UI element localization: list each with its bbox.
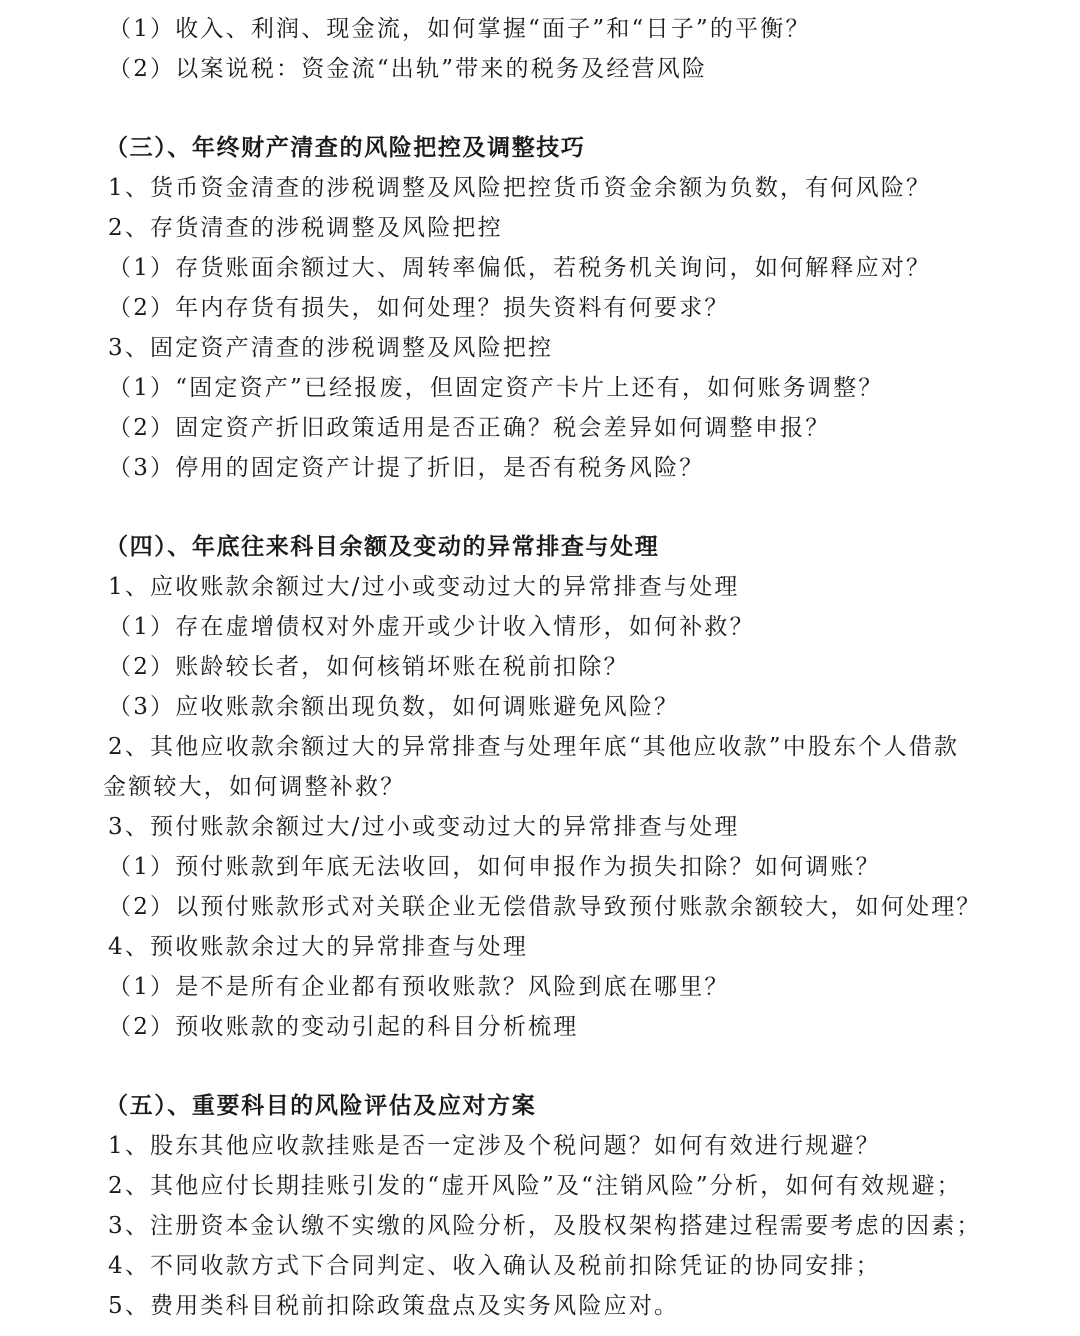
text-line: 1、股东其他应收款挂账是否一定涉及个税问题？如何有效进行规避？: [108, 1133, 881, 1159]
text-line: 4、不同收款方式下合同判定、收入确认及税前扣除凭证的协同安排；: [108, 1253, 881, 1279]
text-line: （1）是不是所有企业都有预收账款？风险到底在哪里？: [108, 974, 730, 1000]
section-heading: （五）、重要科目的风险评估及应对方案: [105, 1092, 537, 1119]
text-line: 1、应收账款余额过大/过小或变动过大的异常排查与处理: [108, 574, 740, 600]
text-line: 5、费用类科目税前扣除政策盘点及实务风险应对。: [108, 1293, 680, 1319]
text-line: （1）存在虚增债权对外虚开或少计收入情形，如何补救？: [108, 614, 755, 640]
text-line: 金额较大，如何调整补救？: [103, 774, 406, 800]
text-line: 2、存货清查的涉税调整及风险把控: [108, 215, 503, 241]
text-line: （1）存货账面余额过大、周转率偏低，若税务机关询问，如何解释应对？: [108, 255, 932, 281]
text-line: （2）年内存货有损失，如何处理？损失资料有何要求？: [108, 295, 730, 321]
text-line: （2）预收账款的变动引起的科目分析梳理: [108, 1014, 579, 1040]
text-line: （2）账龄较长者，如何核销坏账在税前扣除？: [108, 654, 629, 680]
text-line: （3）停用的固定资产计提了折旧，是否有税务风险？: [108, 455, 705, 481]
text-line: 3、固定资产清查的涉税调整及风险把控: [108, 335, 554, 361]
text-line: （1）“固定资产”已经报废，但固定资产卡片上还有，如何账务调整？: [108, 375, 884, 401]
text-line: （2）以预付账款形式对关联企业无偿借款导致预付账款余额较大，如何处理？: [108, 894, 982, 920]
section-heading: （三）、年终财产清查的风险把控及调整技巧: [105, 134, 586, 161]
text-line: （1）预付账款到年底无法收回，如何申报作为损失扣除？如何调账？: [108, 854, 881, 880]
text-line: （2）固定资产折旧政策适用是否正确？税会差异如何调整申报？: [108, 415, 831, 441]
text-line: 1、货币资金清查的涉税调整及风险把控货币资金余额为负数，有何风险？: [108, 175, 932, 201]
text-line: 3、预付账款余额过大/过小或变动过大的异常排查与处理: [108, 814, 740, 840]
text-line: 2、其他应收款余额过大的异常排查与处理年底“其他应收款”中股东个人借款: [108, 734, 960, 760]
text-line: （1）收入、利润、现金流，如何掌握“面子”和“日子”的平衡？: [108, 16, 811, 42]
text-line: 4、预收账款余过大的异常排查与处理: [108, 934, 529, 960]
text-line: （2）以案说税：资金流“出轨”带来的税务及经营风险: [108, 56, 708, 82]
text-line: 2、其他应付长期挂账引发的“虚开风险”及“注销风险”分析，如何有效规避；: [108, 1173, 962, 1199]
text-line: （3）应收账款余额出现负数，如何调账避免风险？: [108, 694, 680, 720]
text-line: 3、注册资本金认缴不实缴的风险分析，及股权架构搭建过程需要考虑的因素；: [108, 1213, 982, 1239]
section-heading: （四）、年底往来科目余额及变动的异常排查与处理: [105, 533, 660, 560]
